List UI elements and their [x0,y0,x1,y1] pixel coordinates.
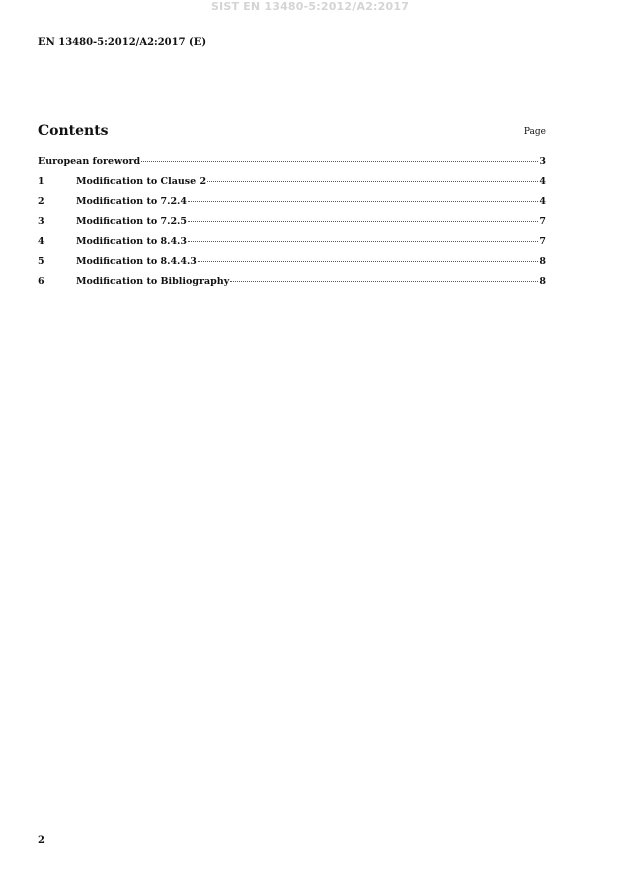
toc-entry-title: Modification to Clause 2 [76,176,207,187]
toc-entry-title: Modification to Bibliography [76,276,230,287]
toc-entry-page: 8 [539,276,546,287]
watermark: SIST EN 13480-5:2012/A2:2017 [210,0,410,13]
toc-entry-page: 3 [539,156,546,167]
toc-leader-dots [188,241,538,242]
toc-entry-2[interactable] [38,196,546,216]
toc-leader-dots [141,161,538,162]
page-column-label: Page [523,127,546,137]
toc-entry-title: Modification to 7.2.5 [76,216,187,227]
toc-entry-title: European foreword [38,156,141,167]
toc-entry-3[interactable] [38,216,546,236]
toc-entry-title: Modification to 7.2.4 [76,196,187,207]
toc-entry-4[interactable] [38,236,546,256]
table-of-contents [38,156,546,296]
toc-leader-dots [207,181,538,182]
toc-entry-foreword[interactable] [38,156,546,176]
toc-entry-page: 8 [539,256,546,267]
toc-entry-number: 4 [38,236,45,247]
toc-entry-number: 3 [38,216,45,227]
toc-entry-page: 7 [539,236,546,247]
contents-heading: Contents [38,123,109,139]
toc-entry-6[interactable] [38,276,546,296]
page-number: 2 [38,835,45,846]
toc-entry-page: 4 [539,176,546,187]
toc-entry-5[interactable] [38,256,546,276]
toc-entry-page: 7 [539,216,546,227]
document-identifier: EN 13480-5:2012/A2:2017 (E) [38,37,207,48]
toc-entry-page: 4 [539,196,546,207]
toc-entry-number: 5 [38,256,45,267]
toc-leader-dots [230,281,538,282]
toc-entry-title: Modification to 8.4.3 [76,236,187,247]
toc-entry-number: 6 [38,276,45,287]
toc-leader-dots [198,261,538,262]
toc-entry-title: Modification to 8.4.4.3 [76,256,197,267]
toc-leader-dots [188,201,538,202]
toc-entry-number: 2 [38,196,45,207]
toc-entry-number: 1 [38,176,45,187]
toc-leader-dots [188,221,538,222]
toc-entry-1[interactable] [38,176,546,196]
